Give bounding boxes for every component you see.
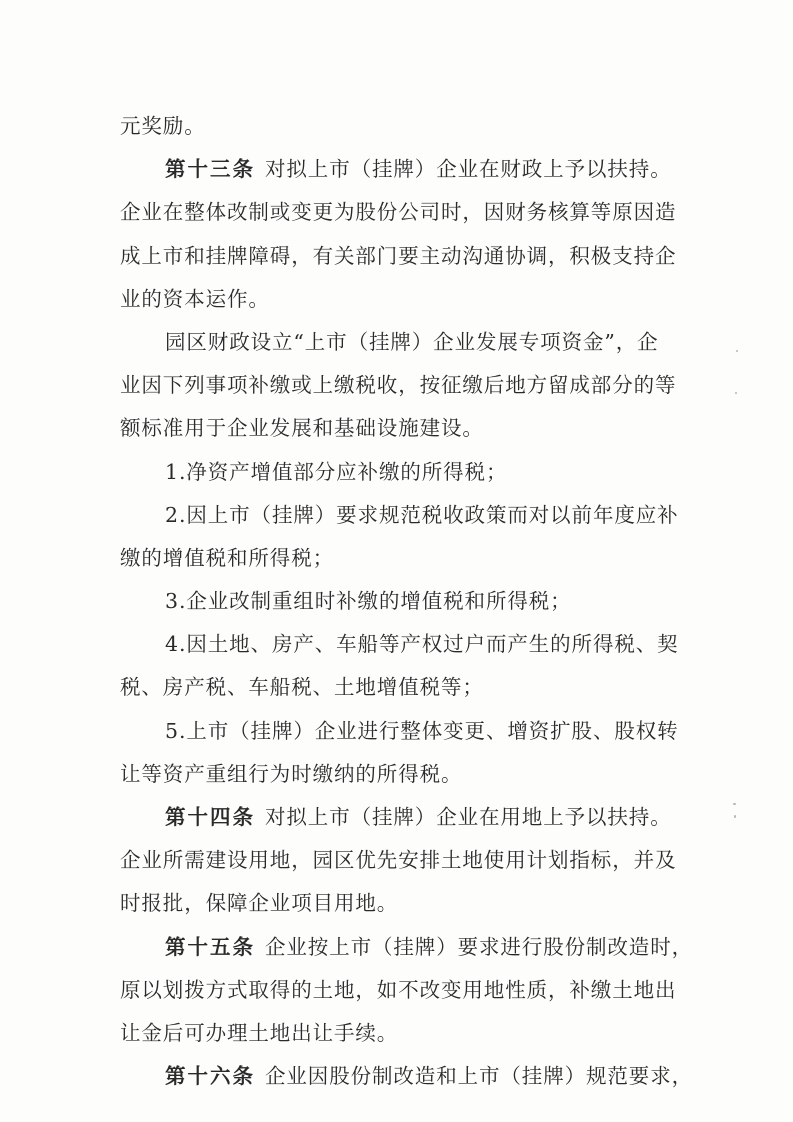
article-first-line xyxy=(120,1055,693,1098)
scan-speck xyxy=(734,815,736,818)
text-line xyxy=(120,494,679,537)
text-line xyxy=(120,623,679,666)
text-line xyxy=(120,882,665,925)
text-line xyxy=(120,666,665,709)
line-text: 业因下列事项补缴或上缴税收，按征缴后地方留成部分的等 xyxy=(120,373,677,398)
line-text: 元奖励。 xyxy=(120,114,206,138)
text-line xyxy=(120,278,665,321)
line-text: 企业按上市（挂牌）要求进行股份制改造时， xyxy=(265,934,693,959)
text-line xyxy=(120,537,665,580)
text-line xyxy=(120,235,677,278)
article-heading: 第十四条 xyxy=(165,805,255,829)
text-line xyxy=(120,1012,665,1055)
text-line xyxy=(120,710,679,753)
text-line xyxy=(120,321,665,364)
text-line xyxy=(120,191,677,234)
text-line xyxy=(120,839,677,882)
line-text: 1.净资产增值部分应补缴的所得税； xyxy=(165,459,508,484)
line-text: 4.因土地、房产、车船等产权过户而产生的所得税、契 xyxy=(165,632,679,657)
text-line xyxy=(120,580,665,623)
text-line xyxy=(120,753,665,796)
document-body xyxy=(120,105,693,1098)
article-first-line xyxy=(120,148,672,191)
line-text: 园区财政设立“上市（挂牌）企业发展专项资金”，企 xyxy=(165,329,659,354)
line-text: 时报批，保障企业项目用地。 xyxy=(120,891,399,916)
scan-speck xyxy=(733,803,736,805)
article-heading: 第十五条 xyxy=(165,934,255,959)
article-heading: 第十三条 xyxy=(165,157,255,182)
line-text: 对拟上市（挂牌）企业在用地上予以扶持。 xyxy=(265,805,672,829)
text-line xyxy=(120,969,677,1012)
article-first-line xyxy=(120,796,672,839)
line-text: 5.上市（挂牌）企业进行整体变更、增资扩股、股权转 xyxy=(165,718,679,743)
line-text: 让金后可办理土地出让手续。 xyxy=(120,1020,399,1045)
line-text: 让等资产重组行为时缴纳的所得税。 xyxy=(120,761,463,786)
scan-speck xyxy=(735,392,737,394)
line-text: 成上市和挂牌障碍，有关部门要主动沟通协调，积极支持企 xyxy=(120,243,677,268)
line-text: 对拟上市（挂牌）企业在财政上予以扶持。 xyxy=(265,157,672,182)
line-text: 原以划拨方式取得的土地，如不改变用地性质，补缴土地出 xyxy=(120,977,677,1002)
line-text: 税、房产税、车船税、土地增值税等； xyxy=(120,675,484,700)
line-text: 企业所需建设用地，园区优先安排土地使用计划指标，并及 xyxy=(120,848,677,873)
line-text: 企业因股份制改造和上市（挂牌）规范要求， xyxy=(265,1064,693,1089)
line-text: 2.因上市（挂牌）要求规范税收政策而对以前年度应补 xyxy=(165,502,679,527)
text-line xyxy=(120,407,665,450)
line-text: 缴的增值税和所得税； xyxy=(120,545,334,570)
line-text: 3.企业改制重组时补缴的增值税和所得税； xyxy=(165,589,572,614)
line-text: 额标准用于企业发展和基础设施建设。 xyxy=(120,416,484,441)
line-text: 企业在整体改制或变更为股份公司时，因财务核算等原因造 xyxy=(120,200,677,225)
line-text: 业的资本运作。 xyxy=(120,286,270,311)
text-line xyxy=(120,364,677,407)
text-line xyxy=(120,451,665,494)
scan-speck xyxy=(736,350,738,352)
article-heading: 第十六条 xyxy=(165,1064,255,1089)
article-first-line xyxy=(120,926,693,969)
text-line xyxy=(120,105,665,148)
